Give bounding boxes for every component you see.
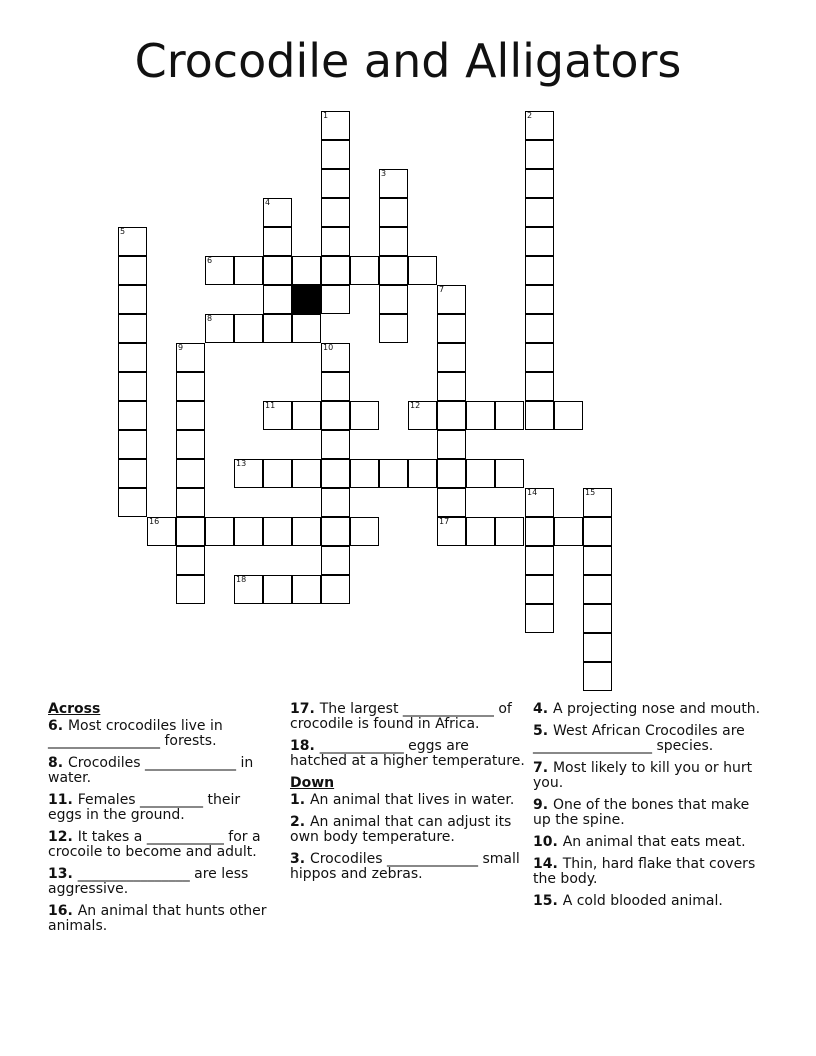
across-header: Across bbox=[48, 701, 101, 717]
down-clue bbox=[290, 793, 526, 808]
grid-cell[interactable] bbox=[321, 575, 350, 604]
grid-cell[interactable] bbox=[176, 343, 205, 372]
clue-number: 4 bbox=[265, 198, 271, 207]
clue-number: 12 bbox=[410, 401, 421, 410]
clue-index: 3. bbox=[290, 851, 310, 867]
grid-cell[interactable] bbox=[118, 372, 147, 401]
grid-cell[interactable] bbox=[292, 517, 321, 546]
grid-cell[interactable] bbox=[292, 575, 321, 604]
grid-cell[interactable] bbox=[525, 111, 554, 140]
grid-cell[interactable] bbox=[525, 256, 554, 285]
grid-cell[interactable] bbox=[408, 401, 437, 430]
across-clue bbox=[290, 739, 526, 769]
clue-number: 6 bbox=[207, 256, 213, 265]
grid-cell[interactable] bbox=[321, 285, 350, 314]
down-clue bbox=[533, 761, 763, 791]
grid-cell[interactable] bbox=[525, 517, 554, 546]
clue-index: 11. bbox=[48, 792, 78, 808]
grid-cell[interactable] bbox=[321, 227, 350, 256]
grid-cell[interactable] bbox=[321, 488, 350, 517]
grid-cell[interactable] bbox=[525, 546, 554, 575]
grid-cell[interactable] bbox=[321, 198, 350, 227]
grid-cell[interactable] bbox=[583, 575, 612, 604]
clue-text: Most likely to kill you or hurt you. bbox=[533, 760, 753, 791]
grid-cell[interactable] bbox=[118, 285, 147, 314]
black-cell bbox=[292, 285, 321, 314]
grid-cell[interactable] bbox=[263, 227, 292, 256]
grid-cell[interactable] bbox=[437, 314, 466, 343]
down-clue bbox=[533, 702, 763, 717]
grid-cell[interactable] bbox=[554, 401, 583, 430]
grid-cell[interactable] bbox=[292, 256, 321, 285]
grid-cell[interactable] bbox=[525, 575, 554, 604]
clue-index: 15. bbox=[533, 893, 563, 909]
grid-cell[interactable] bbox=[525, 343, 554, 372]
grid-cell[interactable] bbox=[263, 575, 292, 604]
grid-cell[interactable] bbox=[525, 488, 554, 517]
across-clue bbox=[48, 867, 276, 897]
grid-cell[interactable] bbox=[176, 401, 205, 430]
clue-index: 5. bbox=[533, 723, 553, 739]
clue-number: 1 bbox=[323, 111, 329, 120]
clues-column-3 bbox=[533, 702, 763, 916]
grid-cell[interactable] bbox=[263, 459, 292, 488]
grid-cell[interactable] bbox=[466, 459, 495, 488]
grid-cell[interactable] bbox=[263, 401, 292, 430]
clue-index: 2. bbox=[290, 814, 310, 830]
clue-index: 17. bbox=[290, 701, 320, 717]
down-clue bbox=[290, 815, 526, 845]
grid-cell[interactable] bbox=[292, 401, 321, 430]
grid-cell[interactable] bbox=[118, 430, 147, 459]
clue-number: 5 bbox=[120, 227, 126, 236]
grid-cell[interactable] bbox=[437, 285, 466, 314]
grid-cell[interactable] bbox=[205, 314, 234, 343]
grid-cell[interactable] bbox=[118, 343, 147, 372]
grid-cell[interactable] bbox=[525, 314, 554, 343]
grid-cell[interactable] bbox=[379, 169, 408, 198]
clue-index: 18. bbox=[290, 738, 320, 754]
down-clue bbox=[533, 857, 763, 887]
clues-column-1 bbox=[48, 702, 276, 941]
grid-cell[interactable] bbox=[379, 285, 408, 314]
grid-cell[interactable] bbox=[263, 198, 292, 227]
clue-number: 10 bbox=[323, 343, 334, 352]
grid-cell[interactable] bbox=[495, 459, 524, 488]
clue-text: An animal that eats meat. bbox=[562, 834, 746, 850]
grid-cell[interactable] bbox=[583, 604, 612, 633]
grid-cell[interactable] bbox=[118, 227, 147, 256]
grid-cell[interactable] bbox=[583, 662, 612, 691]
grid-cell[interactable] bbox=[118, 401, 147, 430]
clue-text: Females _________ their eggs in the ground. bbox=[48, 792, 241, 823]
grid-cell[interactable] bbox=[321, 372, 350, 401]
down-clue bbox=[290, 852, 526, 882]
grid-cell[interactable] bbox=[321, 401, 350, 430]
down-clue bbox=[533, 724, 763, 754]
grid-cell[interactable] bbox=[437, 459, 466, 488]
grid-cell[interactable] bbox=[525, 604, 554, 633]
down-clue bbox=[533, 894, 763, 909]
grid-cell[interactable] bbox=[234, 517, 263, 546]
grid-cell[interactable] bbox=[408, 459, 437, 488]
clue-number: 7 bbox=[439, 285, 445, 294]
grid-cell[interactable] bbox=[466, 401, 495, 430]
grid-cell[interactable] bbox=[176, 430, 205, 459]
clue-text: An animal that hunts other animals. bbox=[48, 903, 267, 934]
grid-cell[interactable] bbox=[176, 517, 205, 546]
clue-text: West African Crocodiles are _________________ species. bbox=[533, 723, 745, 754]
grid-cell[interactable] bbox=[118, 459, 147, 488]
grid-cell[interactable] bbox=[350, 256, 379, 285]
grid-cell[interactable] bbox=[379, 314, 408, 343]
grid-cell[interactable] bbox=[408, 256, 437, 285]
grid-cell[interactable] bbox=[118, 314, 147, 343]
clue-index: 7. bbox=[533, 760, 553, 776]
clue-number: 14 bbox=[527, 488, 538, 497]
clue-text: ____________ eggs are hatched at a higher temperature. bbox=[290, 738, 525, 769]
down-header: Down bbox=[290, 775, 335, 791]
grid-cell[interactable] bbox=[321, 430, 350, 459]
grid-cell[interactable] bbox=[379, 227, 408, 256]
grid-cell[interactable] bbox=[205, 517, 234, 546]
grid-cell[interactable] bbox=[292, 459, 321, 488]
grid-cell[interactable] bbox=[525, 169, 554, 198]
grid-cell[interactable] bbox=[118, 488, 147, 517]
clue-text: One of the bones that make up the spine. bbox=[533, 797, 750, 828]
clue-number: 17 bbox=[439, 517, 450, 526]
grid-cell[interactable] bbox=[583, 546, 612, 575]
grid-cell[interactable] bbox=[583, 517, 612, 546]
down-clue bbox=[533, 798, 763, 828]
grid-cell[interactable] bbox=[466, 517, 495, 546]
grid-cell[interactable] bbox=[379, 459, 408, 488]
grid-cell[interactable] bbox=[583, 633, 612, 662]
grid-cell[interactable] bbox=[525, 140, 554, 169]
grid-cell[interactable] bbox=[437, 517, 466, 546]
clue-index: 1. bbox=[290, 792, 310, 808]
clue-text: A cold blooded animal. bbox=[562, 893, 723, 909]
grid-cell[interactable] bbox=[525, 401, 554, 430]
grid-cell[interactable] bbox=[234, 459, 263, 488]
clue-number: 15 bbox=[585, 488, 596, 497]
grid-cell[interactable] bbox=[495, 401, 524, 430]
grid-cell[interactable] bbox=[176, 372, 205, 401]
grid-cell[interactable] bbox=[176, 575, 205, 604]
grid-cell[interactable] bbox=[176, 488, 205, 517]
grid-cell[interactable] bbox=[350, 401, 379, 430]
grid-cell[interactable] bbox=[379, 256, 408, 285]
clue-text: A projecting nose and mouth. bbox=[552, 701, 761, 717]
clue-text: Most crocodiles live in ________________ forests. bbox=[48, 718, 223, 749]
clue-index: 16. bbox=[48, 903, 78, 919]
grid-cell[interactable] bbox=[437, 372, 466, 401]
grid-cell[interactable] bbox=[379, 198, 408, 227]
across-clue bbox=[48, 719, 276, 749]
clue-text: Crocodiles _____________ in water. bbox=[48, 755, 254, 786]
grid-cell[interactable] bbox=[263, 285, 292, 314]
across-clue bbox=[48, 830, 276, 860]
grid-cell[interactable] bbox=[495, 517, 524, 546]
clue-text: Thin, hard flake that covers the body. bbox=[533, 856, 756, 887]
clue-index: 13. bbox=[48, 866, 78, 882]
grid-cell[interactable] bbox=[263, 517, 292, 546]
grid-cell[interactable] bbox=[525, 198, 554, 227]
across-clue bbox=[48, 756, 276, 786]
grid-cell[interactable] bbox=[437, 488, 466, 517]
clue-text: Crocodiles _____________ small hippos and zebras. bbox=[290, 851, 520, 882]
grid-cell[interactable] bbox=[525, 285, 554, 314]
grid-cell[interactable] bbox=[263, 256, 292, 285]
grid-cell[interactable] bbox=[350, 459, 379, 488]
clue-number: 2 bbox=[527, 111, 533, 120]
grid-cell[interactable] bbox=[118, 256, 147, 285]
grid-cell[interactable] bbox=[321, 111, 350, 140]
grid-cell[interactable] bbox=[525, 227, 554, 256]
clue-number: 3 bbox=[381, 169, 387, 178]
across-clue bbox=[48, 793, 276, 823]
grid-cell[interactable] bbox=[321, 140, 350, 169]
grid-cell[interactable] bbox=[234, 575, 263, 604]
grid-cell[interactable] bbox=[205, 256, 234, 285]
grid-cell[interactable] bbox=[350, 517, 379, 546]
clue-number: 9 bbox=[178, 343, 184, 352]
clue-index: 10. bbox=[533, 834, 563, 850]
grid-cell[interactable] bbox=[583, 488, 612, 517]
across-clue bbox=[290, 702, 526, 732]
clue-index: 14. bbox=[533, 856, 563, 872]
down-clue bbox=[533, 835, 763, 850]
grid-cell[interactable] bbox=[437, 430, 466, 459]
grid-cell[interactable] bbox=[321, 256, 350, 285]
grid-cell[interactable] bbox=[263, 314, 292, 343]
page-title: Crocodile and Alligators bbox=[134, 34, 682, 88]
clue-number: 13 bbox=[236, 459, 247, 468]
clue-index: 8. bbox=[48, 755, 68, 771]
grid-cell[interactable] bbox=[554, 517, 583, 546]
clue-text: It takes a ___________ for a crocoile to become and adult. bbox=[48, 829, 261, 860]
grid-cell[interactable] bbox=[234, 256, 263, 285]
clue-text: An animal that can adjust its own body temperature. bbox=[290, 814, 512, 845]
clue-index: 9. bbox=[533, 797, 553, 813]
grid-cell[interactable] bbox=[176, 459, 205, 488]
grid-cell[interactable] bbox=[176, 546, 205, 575]
grid-cell[interactable] bbox=[147, 517, 176, 546]
clue-number: 8 bbox=[207, 314, 213, 323]
clue-index: 4. bbox=[533, 701, 553, 717]
grid-cell[interactable] bbox=[234, 314, 263, 343]
clue-index: 12. bbox=[48, 829, 78, 845]
clue-number: 16 bbox=[149, 517, 160, 526]
grid-cell[interactable] bbox=[321, 459, 350, 488]
across-clue bbox=[48, 904, 276, 934]
grid-cell[interactable] bbox=[321, 517, 350, 546]
clue-text: An animal that lives in water. bbox=[309, 792, 515, 808]
clues-column-2 bbox=[290, 702, 526, 889]
clue-text: The largest _____________ of crocodile is found in Africa. bbox=[290, 701, 512, 732]
clue-index: 6. bbox=[48, 718, 68, 734]
grid-cell[interactable] bbox=[292, 314, 321, 343]
grid-cell[interactable] bbox=[321, 343, 350, 372]
clue-number: 18 bbox=[236, 575, 247, 584]
grid-cell[interactable] bbox=[321, 169, 350, 198]
grid-cell[interactable] bbox=[437, 401, 466, 430]
grid-cell[interactable] bbox=[525, 372, 554, 401]
clue-text: ________________ are less aggressive. bbox=[48, 866, 249, 897]
grid-cell[interactable] bbox=[321, 546, 350, 575]
clue-number: 11 bbox=[265, 401, 276, 410]
grid-cell[interactable] bbox=[437, 343, 466, 372]
